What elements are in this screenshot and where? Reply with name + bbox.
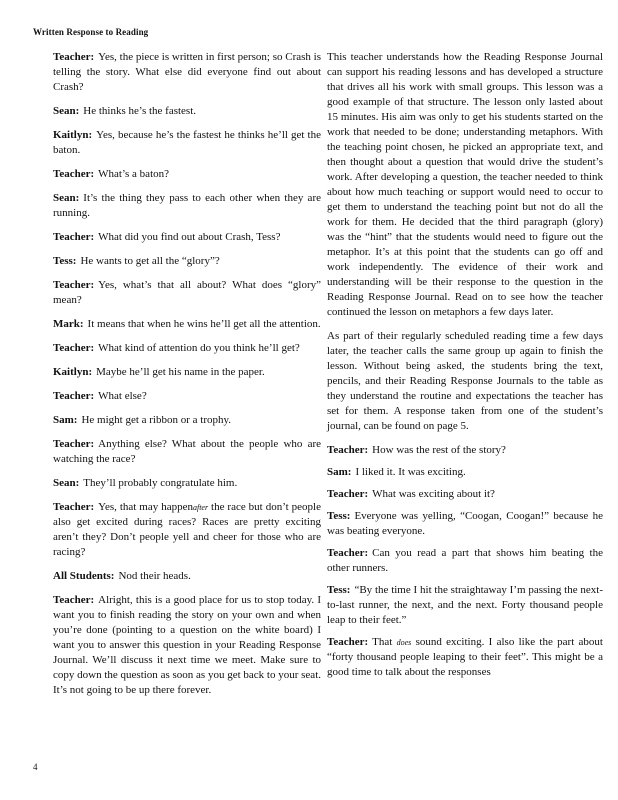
dialogue-text: Yes, the piece is written in first person; so Crash is telling the story. What else did everyone find out about Crash? — [53, 51, 321, 93]
left-column — [53, 50, 321, 707]
dialogue-line — [53, 365, 321, 380]
dialogue-text: That — [372, 636, 397, 648]
speaker-label: Sean: — [53, 192, 80, 204]
speaker-label: All Students: — [53, 570, 115, 582]
small-italic-word: does — [396, 638, 412, 647]
dialogue-line — [53, 104, 321, 119]
speaker-label: Teacher: — [53, 279, 95, 291]
speaker-label: Teacher: — [53, 501, 95, 513]
speaker-label: Teacher: — [327, 547, 369, 559]
dialogue-text: Nod their heads. — [118, 570, 191, 582]
dialogue-text: He thinks he’s the fastest. — [83, 105, 197, 117]
dialogue-text: What kind of attention do you think he’ll get? — [98, 342, 300, 354]
dialogue-text: the race but don’t people also get excited during races? Races are pretty exciting aren’t they? Don’t people yell and cheer for those who are racing? — [53, 501, 321, 558]
dialogue-text: Maybe he’ll get his name in the paper. — [96, 366, 265, 378]
dialogue-line — [53, 254, 321, 269]
speaker-label: Sam: — [53, 414, 78, 426]
dialogue-line — [53, 341, 321, 356]
speaker-label: Sean: — [53, 477, 80, 489]
dialogue-text: What’s a baton? — [98, 168, 170, 180]
speaker-label: Teacher: — [53, 438, 95, 450]
dialogue-line — [327, 509, 603, 539]
dialogue-text: Yes, what’s that all about? What does “glory” mean? — [53, 279, 321, 306]
small-italic-word: after — [192, 503, 209, 512]
dialogue-line — [327, 635, 603, 680]
dialogue-text: Alright, this is a good place for us to stop today. I want you to finish reading the story on your own and when you’re done (pointing to a question on the white board) I want you to answer this question in your Reading Response Journal. We’ll discuss it next time we meet. Make sure to copy down the question as soon as you get back to your seat. It’s not going to be up there forever. — [53, 594, 321, 696]
speaker-label: Tess: — [53, 255, 77, 267]
dialogue-text: He might get a ribbon or a trophy. — [81, 414, 232, 426]
speaker-label: Teacher: — [53, 342, 95, 354]
body-paragraph: As part of their regularly scheduled reading time a few days later, the teacher calls the same group up again to finish the lesson. Without being asked, the students bring the text, pencils, and their Reading Response Journals to the table as they understand the routine and expectations the teacher has set for them. A response taken from one of the student’s journal, can be found on page 5. — [327, 330, 603, 432]
dialogue-line — [327, 546, 603, 576]
speaker-label: Tess: — [327, 510, 351, 522]
dialogue-text: It’s the thing they pass to each other when they are running. — [53, 192, 321, 219]
dialogue-text: I liked it. It was exciting. — [355, 466, 466, 478]
speaker-label: Teacher: — [327, 444, 369, 456]
speaker-label: Mark: — [53, 318, 84, 330]
dialogue-line — [327, 487, 603, 502]
dialogue-line — [53, 569, 321, 584]
speaker-label: Teacher: — [53, 594, 95, 606]
speaker-label: Sean: — [53, 105, 80, 117]
speaker-label: Teacher: — [53, 231, 95, 243]
speaker-label: Teacher: — [53, 51, 95, 63]
dialogue-line — [327, 443, 603, 458]
dialogue-line — [53, 500, 321, 560]
dialogue-line — [53, 167, 321, 182]
page-number: 4 — [33, 762, 38, 772]
dialogue-line — [327, 583, 603, 628]
dialogue-text: What else? — [98, 390, 147, 402]
dialogue-text: It means that when he wins he’ll get all the attention. — [87, 318, 321, 330]
dialogue-text: Anything else? What about the people who are watching the race? — [53, 438, 321, 465]
dialogue-text: What was exciting about it? — [372, 488, 495, 500]
dialogue-line — [53, 128, 321, 158]
dialogue-line — [53, 389, 321, 404]
dialogue-line — [53, 413, 321, 428]
speaker-label: Kaitlyn: — [53, 129, 93, 141]
dialogue-line — [327, 465, 603, 480]
dialogue-line — [53, 191, 321, 221]
speaker-label: Tess: — [327, 584, 351, 596]
speaker-label: Sam: — [327, 466, 352, 478]
dialogue-text: How was the rest of the story? — [372, 444, 506, 456]
speaker-label: Kaitlyn: — [53, 366, 93, 378]
dialogue-line — [53, 50, 321, 95]
dialogue-text: He wants to get all the “glory”? — [80, 255, 220, 267]
speaker-label: Teacher: — [53, 168, 95, 180]
dialogue-text: Yes, because he’s the fastest he thinks he’ll get the baton. — [53, 129, 321, 156]
dialogue-text: Everyone was yelling, “Coogan, Coogan!” because he was beating everyone. — [327, 510, 603, 537]
speaker-label: Teacher: — [327, 636, 369, 648]
dialogue-line — [53, 437, 321, 467]
dialogue-text: What did you find out about Crash, Tess? — [98, 231, 281, 243]
dialogue-line — [53, 278, 321, 308]
dialogue-text: Yes, that may happen — [98, 501, 193, 513]
dialogue-text: “By the time I hit the straightaway I’m passing the next-to-last runner, the next, and the next. Forty thousand people leap to their feet.” — [327, 584, 603, 626]
dialogue-text: They’ll probably congratulate him. — [83, 477, 238, 489]
right-column — [327, 50, 603, 687]
dialogue-text: Can you read a part that shows him beating the other runners. — [327, 547, 603, 574]
dialogue-line — [53, 230, 321, 245]
dialogue-line — [53, 593, 321, 698]
dialogue-text: sound exciting. I also like the part about “forty thousand people leaping to their feet”. This might be a good time to talk about the responses — [327, 636, 603, 678]
speaker-label: Teacher: — [53, 390, 95, 402]
dialogue-line — [53, 476, 321, 491]
body-paragraph: This teacher understands how the Reading Response Journal can support his reading lessons and has developed a structure that drives all his work with small groups. This lesson was a good example of that structure. The lesson only lasted about 15 minutes. His aim was only to get his students started on the work that needed to be done; understanding metaphors. With the teaching point chosen, he picked an appropriate text, and then thought about a question that would drive the student’s work. After developing a question, the teacher needed to think about how much teaching or support would need to occur to get them to understand the teaching point but not do all the work for them. He decided that the third paragraph (glory) was the “hint” that the students would need to figure out the metaphor. It’s at this point that the students can go off and work independently. The evidence of their work and understanding will be their response to the question in the Reading Response Journal. Read on to see how the teacher continued the lesson on metaphors a few days later. — [327, 51, 603, 318]
speaker-label: Teacher: — [327, 488, 369, 500]
dialogue-line — [53, 317, 321, 332]
running-header: Written Response to Reading — [33, 27, 149, 37]
